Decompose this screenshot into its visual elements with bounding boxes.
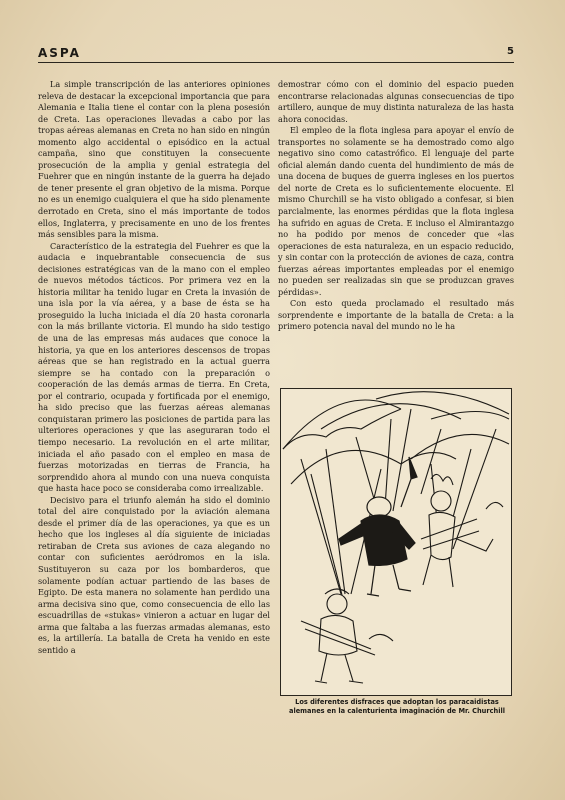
paragraph: El empleo de la flota inglesa para apoyar el envío de transportes no solamente se ha demostrado como algo negativo sino como catastrófico. El lenguaje del parte oficial alemán dando cuenta del hundimiento de más de una docena de buques de guerra ingleses en los puertos del norte de Creta es lo suficientemente elocuente. El mismo Churchill se ha visto obligado a confesar, si bien parcialmente, las enormes pérdidas que la flota inglesa ha sufrido en aguas de Creta. E incluso el Almirantazgo no ha podido por menos de conceder que «las operaciones de esta naturaleza, en un espacio reducido, y sin contar con la protección de aviones de caza, contra fuerzas aéreas importantes empleadas por el enemigo no pueden ser realizadas sin que se produzcan graves pérdidas». xyxy=(278,125,514,297)
paragraph: Con esto queda proclamado el resultado más sorprendente e importante de la batalla de Creta: a la primero potencia naval del mundo no le ha xyxy=(278,298,514,332)
paragraph: La simple transcripción de las anteriores opiniones releva de destacar la excepcional importancia que para Alemania e Italia tiene el contar con la plena posesión de Creta. Las operaciones llevadas a cabo por las tropas aéreas alemanas en Creta no han sido en ningún momento algo accidental o episódico en la actual campaña, sino que constituyen la consecuente prosecución de la amplia y genial estrategia del Fuehrer que en ningún instante de la guerra ha dejado de tener presente el gran objetivo de la misma. Porque no es un enemigo cualquiera el que ha sido plenamente derrotado en Creta, sino el más importante de todos ellos, Inglaterra, y precisamente en uno de los frentes más sensibles para la misma. xyxy=(38,79,270,240)
page-number: 5 xyxy=(507,46,514,57)
paragraph: Decisivo para el triunfo alemán ha sido el dominio total del aire conquistado por la aviación alemana desde el primer día de las operaciones, ya que es un hecho que los ingleses al día siguiente de iniciadas retiraban de Creta sus aviones de caza alegando no contar con suficientes aeródromos en la isla. Sustituyeron su caza por los bombarderos, que solamente podían actuar partiendo de las bases de Egipto. De esta manera no solamente han perdido una arma decisiva sino que, como consecuencia de ello las escuadrillas de «stukas» vinieron a actuar en lugar del arma que faltaba a las fuerzas armadas alemanas, esto es, la artillería. La batalla de Creta ha venido en este sentido a xyxy=(38,494,270,655)
paragraph: Característico de la estrategia del Fuehrer es que la audacia e inquebrantable consecuencia de sus decisiones estratégicas van de la mano con el empleo de nuevos métodos tácticos. Por primera vez en la historia militar ha tenido lugar en Creta la invasión de una isla por la vía aérea, y a base de ésta se ha proseguido la lucha iniciada el día 20 hasta coronarla con la más brillante victoria. El mundo ha sido testigo de una de las empresas más audaces que conoce la historia, ya que en los anteriores descensos de tropas aéreas que se han registrado en la actual guerra siempre se ha contado con la preparación o cooperación de las demás armas de tierra. En Creta, por el contrario, ocupada y fortificada por el enemigo, ha sido preciso que las fuerzas aéreas alemanas conquistaran primero las posiciones de partida para las ulteriores operaciones y que las aseguraran todo el tiempo necesario. La revolución en el arte militar, iniciada el año pasado con el empleo en masa de fuerzas motorizadas en tierras de Francia, ha sorprendido ahora al mundo con una nueva conquista que hasta hace poco se consideraba como irrealizable. xyxy=(38,240,270,494)
cartoon-illustration xyxy=(280,388,512,696)
magazine-title: ASPA xyxy=(38,46,81,60)
right-column xyxy=(278,79,514,333)
paragraph: demostrar cómo con el dominio del espacio pueden encontrarse relacionadas algunas consecuencias de tipo artillero, aunque de muy distinta naturaleza de las hasta ahora conocidas. xyxy=(278,79,514,124)
figure-caption: Los diferentes disfraces que adoptan los paracaidistas alemanes en la calenturienta imaginación de Mr. Churchill xyxy=(289,698,505,715)
left-column xyxy=(38,79,270,656)
parachutists-drawing xyxy=(281,389,511,695)
page-header xyxy=(38,46,514,63)
